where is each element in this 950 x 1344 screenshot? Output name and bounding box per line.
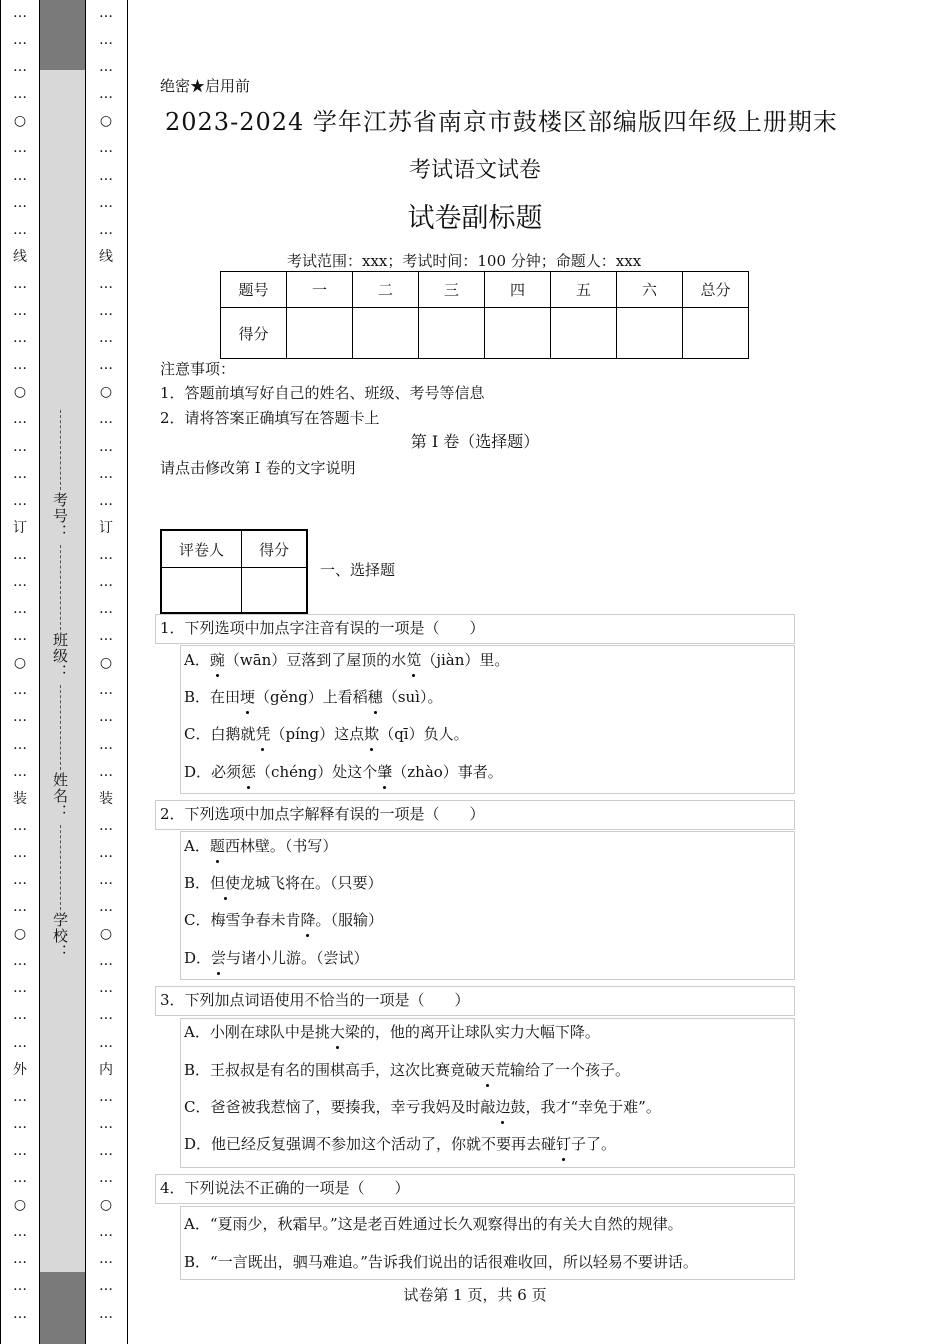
binding-dots: … xyxy=(13,465,27,482)
binding-dots: … xyxy=(99,1278,113,1295)
binding-dots: … xyxy=(99,32,113,49)
exam-meta: 考试范围：xxx；考试时间：100 分钟；命题人：xxx xyxy=(287,252,642,270)
name-label: 姓名： xyxy=(51,772,69,820)
binding-dots: … xyxy=(13,844,27,861)
binding-dots: … xyxy=(99,1007,113,1024)
score-input-cell[interactable] xyxy=(551,308,617,359)
binding-char: 订 xyxy=(99,519,113,536)
question-option[interactable]: C．爸爸被我惹恼了，要揍我，幸亏我妈及时敲边鼓，我才“幸免于难”。 xyxy=(184,1098,661,1116)
score-input-cell[interactable] xyxy=(617,308,683,359)
binding-char: 订 xyxy=(13,519,27,536)
binding-dots: … xyxy=(13,167,27,184)
question-option[interactable]: D．他已经反复强调不参加这个活动了，你就不要再去碰钉子了。 xyxy=(184,1135,617,1153)
binding-dots: … xyxy=(99,736,113,753)
binding-dots: … xyxy=(99,1088,113,1105)
part1-desc: 请点击修改第 I 卷的文字说明 xyxy=(160,459,356,477)
question-option[interactable]: D．尝与诸小儿游。（尝试） xyxy=(184,949,369,967)
binding-strip-top-shade xyxy=(40,0,85,70)
question-option[interactable]: B．“一言既出，驷马难追。”告诉我们说出的话很难收回，所以轻易不要讲话。 xyxy=(184,1253,698,1271)
question-option[interactable]: C．白鹅就凭（píng）这点欺（qī）负人。 xyxy=(184,725,469,743)
question-stem: 3．下列加点词语使用不恰当的一项是（ ） xyxy=(160,991,470,1009)
binding-dots: … xyxy=(99,303,113,320)
binding-circle-mark: ○ xyxy=(99,113,113,130)
binding-dots: … xyxy=(99,546,113,563)
binding-dots: … xyxy=(99,573,113,590)
binding-dots: … xyxy=(99,709,113,726)
binding-dots: … xyxy=(13,601,27,618)
class-label: 班级： xyxy=(51,632,69,680)
score-row-label: 得分 xyxy=(221,308,287,359)
note-item: 2．请将答案正确填写在答题卡上 xyxy=(160,409,380,427)
binding-dots: … xyxy=(99,411,113,428)
question-stem: 2．下列选项中加点字解释有误的一项是（ ） xyxy=(160,805,485,823)
binding-dots: … xyxy=(99,5,113,21)
question-option[interactable]: B．在田埂（gěng）上看稻穗（suì）。 xyxy=(184,688,443,706)
binding-dots: … xyxy=(13,980,27,997)
binding-char: 线 xyxy=(99,248,113,265)
binding-dots: … xyxy=(99,844,113,861)
binding-dots: … xyxy=(13,1115,27,1132)
binding-dots: … xyxy=(13,303,27,320)
note-item: 1．答题前填写好自己的姓名、班级、考号等信息 xyxy=(160,384,485,402)
binding-char: 装 xyxy=(99,790,113,807)
score-table xyxy=(220,271,749,359)
binding-dots: … xyxy=(99,221,113,238)
binding-dots: … xyxy=(13,546,27,563)
binding-dots: … xyxy=(13,899,27,916)
binding-dots: … xyxy=(99,492,113,509)
score-header-cell: 三 xyxy=(419,272,485,308)
binding-dots: … xyxy=(99,167,113,184)
binding-dots: … xyxy=(13,1142,27,1159)
secret-mark: 绝密★启用前 xyxy=(160,77,251,95)
binding-circle-mark: ○ xyxy=(13,1197,27,1214)
binding-dots: … xyxy=(99,1224,113,1241)
score-input-cell[interactable] xyxy=(683,308,749,359)
school-label: 学校： xyxy=(51,912,69,960)
field-line xyxy=(60,685,61,770)
binding-dots: … xyxy=(99,628,113,645)
grader-input-cell[interactable] xyxy=(161,568,242,614)
binding-strip-bottom-shade xyxy=(40,1272,85,1344)
binding-dots: … xyxy=(99,1034,113,1051)
binding-dots: … xyxy=(13,492,27,509)
binding-dots: … xyxy=(13,86,27,103)
binding-dots: … xyxy=(13,32,27,49)
score-input-cell[interactable] xyxy=(287,308,353,359)
exam-number-label: 考号： xyxy=(51,492,69,540)
binding-dots: … xyxy=(13,357,27,374)
grader-header: 得分 xyxy=(242,530,308,568)
binding-dots: … xyxy=(99,330,113,347)
binding-dots: … xyxy=(13,221,27,238)
field-line xyxy=(60,545,61,630)
binding-dots: … xyxy=(99,1251,113,1268)
question-option[interactable]: B．但使龙城飞将在。（只要） xyxy=(184,874,383,892)
binding-char: 装 xyxy=(13,790,27,807)
question-option[interactable]: D．必须惩（chéng）处这个肇（zhào）事者。 xyxy=(184,763,503,781)
score-header-cell: 一 xyxy=(287,272,353,308)
binding-dots: … xyxy=(13,1007,27,1024)
binding-dots: … xyxy=(13,1170,27,1187)
binding-char: 内 xyxy=(99,1061,113,1078)
part1-heading: 第 I 卷（选择题） xyxy=(410,432,540,451)
grader-table xyxy=(160,529,308,614)
binding-dots: … xyxy=(99,953,113,970)
score-input-cell[interactable] xyxy=(353,308,419,359)
binding-dots: … xyxy=(13,330,27,347)
binding-dots: … xyxy=(13,953,27,970)
binding-dots: … xyxy=(99,1115,113,1132)
notes-heading: 注意事项： xyxy=(160,360,236,378)
question-option[interactable]: A．题西林壁。（书写） xyxy=(184,837,338,855)
exam-subtitle: 试卷副标题 xyxy=(407,203,543,234)
score-input-cell[interactable] xyxy=(485,308,551,359)
binding-dots: … xyxy=(13,817,27,834)
binding-dots: … xyxy=(13,763,27,780)
question-option[interactable]: B．王叔叔是有名的围棋高手，这次比赛竟破天荒输给了一个孩子。 xyxy=(184,1061,631,1079)
binding-dots: … xyxy=(99,140,113,157)
score-input-cell[interactable] xyxy=(419,308,485,359)
field-line xyxy=(60,825,61,910)
question-stem: 1．下列选项中加点字注音有误的一项是（ ） xyxy=(160,619,485,637)
binding-dots: … xyxy=(13,573,27,590)
binding-dots: … xyxy=(99,1170,113,1187)
page-footer: 试卷第 1 页，共 6 页 xyxy=(403,1286,547,1304)
binding-dots: … xyxy=(99,465,113,482)
binding-dots: … xyxy=(99,357,113,374)
binding-dots: … xyxy=(99,86,113,103)
question-option[interactable]: A．小刚在球队中是挑大梁的，他的离开让球队实力大幅下降。 xyxy=(184,1023,600,1041)
binding-dots: … xyxy=(13,1278,27,1295)
binding-dots: … xyxy=(13,682,27,699)
binding-circle-mark: ○ xyxy=(13,655,27,672)
binding-dots: … xyxy=(13,194,27,211)
binding-dots: … xyxy=(13,275,27,292)
binding-dots: … xyxy=(99,601,113,618)
binding-dots: … xyxy=(13,628,27,645)
binding-dots: … xyxy=(99,275,113,292)
binding-circle-mark: ○ xyxy=(13,926,27,943)
binding-dots: … xyxy=(99,872,113,888)
binding-dots: … xyxy=(99,980,113,997)
binding-dots: … xyxy=(13,1305,27,1322)
binding-dots: … xyxy=(13,736,27,753)
exam-title-line2: 考试语文试卷 xyxy=(408,158,541,183)
binding-dots: … xyxy=(13,1224,27,1241)
binding-char: 外 xyxy=(13,1061,27,1078)
binding-circle-mark: ○ xyxy=(13,384,27,401)
binding-dots: … xyxy=(13,709,27,726)
score-header-cell: 六 xyxy=(617,272,683,308)
score-header-cell: 五 xyxy=(551,272,617,308)
question-option[interactable]: C．梅雪争春未肯降。（服输） xyxy=(184,911,384,929)
score-header-cell: 四 xyxy=(485,272,551,308)
binding-dots: … xyxy=(99,59,113,76)
binding-dots: … xyxy=(13,1251,27,1268)
binding-circle-mark: ○ xyxy=(99,926,113,943)
binding-dots: … xyxy=(13,5,27,21)
binding-dots: … xyxy=(13,59,27,76)
binding-dots: … xyxy=(99,1305,113,1322)
binding-dots: … xyxy=(13,140,27,157)
grader-header: 评卷人 xyxy=(161,530,242,568)
question-option[interactable]: A．豌（wān）豆落到了屋顶的水笕（jiàn）里。 xyxy=(184,651,510,669)
question-option[interactable]: A．“夏雨少，秋霜早。”这是老百姓通过长久观察得出的有关大自然的规律。 xyxy=(184,1215,683,1233)
score-header-cell: 总分 xyxy=(683,272,749,308)
binding-dots: … xyxy=(13,872,27,888)
binding-dots: … xyxy=(13,411,27,428)
binding-dots: … xyxy=(99,682,113,699)
section-title: 一、选择题 xyxy=(320,561,396,579)
binding-char: 线 xyxy=(13,248,27,265)
binding-dots: … xyxy=(99,438,113,455)
binding-dots: … xyxy=(99,899,113,916)
grader-input-cell[interactable] xyxy=(242,568,308,614)
binding-circle-mark: ○ xyxy=(99,1197,113,1214)
binding-circle-mark: ○ xyxy=(99,384,113,401)
binding-dots: … xyxy=(99,194,113,211)
binding-dots: … xyxy=(99,763,113,780)
binding-circle-mark: ○ xyxy=(13,113,27,130)
binding-circle-mark: ○ xyxy=(99,655,113,672)
binding-dots: … xyxy=(99,817,113,834)
binding-dots: … xyxy=(99,1142,113,1159)
score-header-cell: 题号 xyxy=(221,272,287,308)
exam-title-line1: 2023-2024 学年江苏省南京市鼓楼区部编版四年级上册期末 xyxy=(165,108,838,136)
binding-dots: … xyxy=(13,1034,27,1051)
score-header-cell: 二 xyxy=(353,272,419,308)
binding-dots: … xyxy=(13,1088,27,1105)
binding-dots: … xyxy=(13,438,27,455)
question-stem: 4．下列说法不正确的一项是（ ） xyxy=(160,1179,410,1197)
